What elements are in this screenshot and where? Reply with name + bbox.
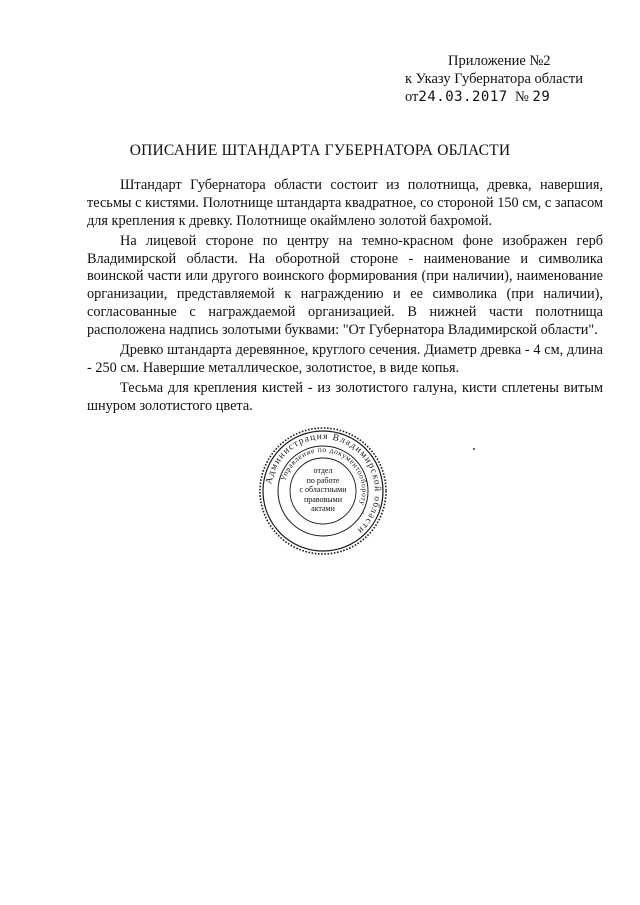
appendix-reference: к Указу Губернатора области xyxy=(405,71,583,87)
stamp-center-line: актами xyxy=(311,504,335,514)
date-prefix: от xyxy=(405,89,419,105)
scan-speck xyxy=(473,448,475,450)
stamp-center-line: отдел xyxy=(313,466,333,475)
decree-number: 29 xyxy=(532,89,551,105)
stamp-center-line: правовыми xyxy=(303,494,343,504)
stamp-center-text xyxy=(293,466,353,514)
paragraph: На лицевой стороне по центру на темно-красном фоне изображен герб Владимирской области. На оборотной стороне - наименование и символика воинской части или другого воинского формирования (при наличии), наименование организации, представляемой к награждению и ее символика (при наличии), согласованные с награждаемой организацией. В нижней части полотнища расположена надпись золотыми буквами: "От Губернатора Владимирской области". xyxy=(87,232,603,338)
paragraph: Штандарт Губернатора области состоит из полотнища, древка, навершия, тесьмы с кистями. Полотнище штандарта квадратное, со стороной 150 см, с запасом для крепления к древку. Полотнище окаймлено золотой бахромой. xyxy=(87,177,603,229)
appendix-header xyxy=(400,52,620,106)
document-title: ОПИСАНИЕ ШТАНДАРТА ГУБЕРНАТОРА ОБЛАСТИ xyxy=(129,142,511,159)
stamp-outer-text: Администрация Владимирской области xyxy=(264,431,383,536)
official-stamp xyxy=(258,426,388,556)
number-sign: № xyxy=(514,89,529,105)
stamp-center-line: по работе xyxy=(306,475,340,485)
document-body xyxy=(87,177,603,418)
stamp-center-line: с областными xyxy=(299,485,347,495)
decree-date: 24.03.2017 xyxy=(418,89,508,105)
paragraph: Тесьма для крепления кистей - из золотистого галуна, кисти сплетены витым шнуром золотистого цвета. xyxy=(87,380,603,415)
scan-speck xyxy=(363,513,364,514)
paragraph: Древко штандарта деревянное, круглого сечения. Диаметр древка - 4 см, длина - 250 см. Навершие металлическое, золотистое, в виде копья. xyxy=(87,342,603,376)
stamp-middle-text: Управление по документообороту xyxy=(278,444,370,508)
appendix-number: Приложение №2 xyxy=(448,53,551,69)
appendix-date-line xyxy=(400,88,620,106)
